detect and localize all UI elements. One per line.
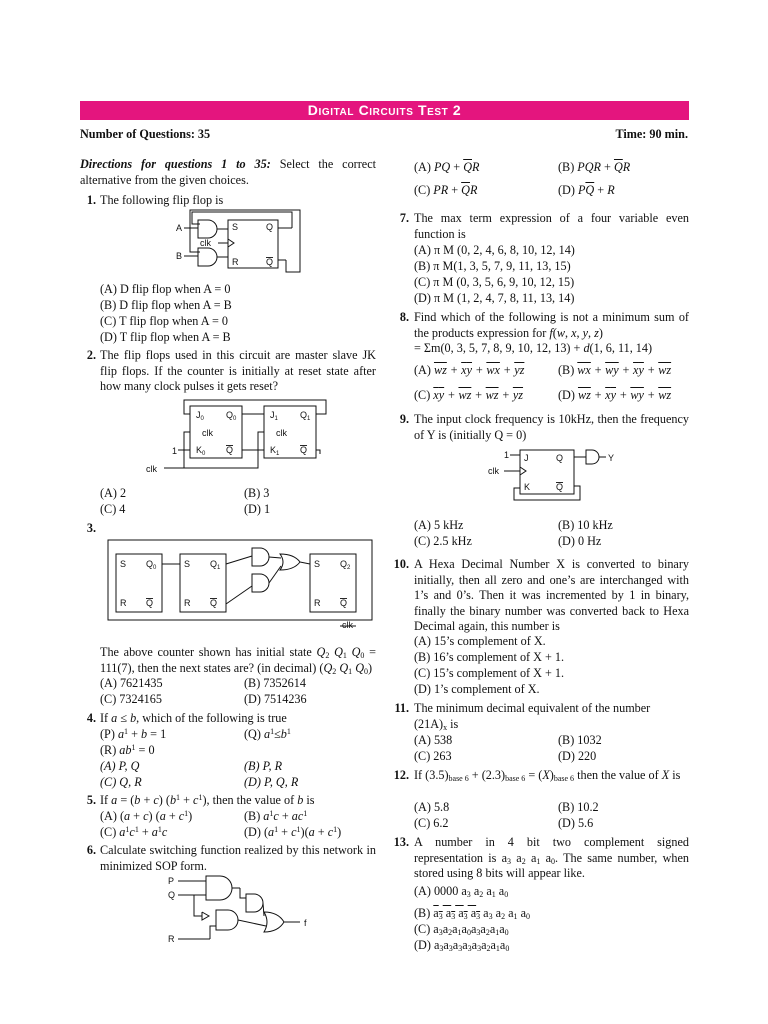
svg-text:S: S	[184, 559, 191, 569]
q8-option-b: (B) $\overline{wx} + \overline{wy} + \overline{x}\overline{y} + \overline{wz}$	[558, 363, 672, 377]
svg-text:Y: Y	[608, 453, 615, 463]
q2-option-d: (D) 1	[244, 502, 271, 516]
q5-option-d: (D) $(a^1 + c^1)(a + c^1)$	[244, 825, 342, 839]
q5-option-a: (A) (a + c) $(a + c^1)$	[100, 809, 193, 823]
svg-text:S: S	[314, 559, 321, 569]
svg-text:clk: clk	[342, 620, 353, 630]
q1-number: 1.	[86, 193, 96, 207]
q7-option-d: (D) π M (1, 2, 4, 7, 8, 11, 13, 14)	[414, 291, 575, 305]
q12-text: If $(3.5)_{base 6} + (2.3)_{base 6} = (X)_{base 6}$ then the value of X is	[414, 768, 681, 783]
q11-number: 11.	[394, 701, 409, 715]
q2-option-b: (B) 3	[244, 486, 270, 500]
q3-option-c: (C) 7324165	[100, 692, 162, 706]
q5-text: If a = (b + c) $(b^1 + c^1)$, then the value of b is	[100, 793, 315, 807]
q5b-option-b: (B) PQR + $\overline{Q}R$	[558, 160, 631, 174]
svg-text:J: J	[524, 453, 529, 463]
svg-text:R: R	[314, 598, 321, 608]
directions-label: Directions for questions 1 to 35:	[80, 157, 271, 171]
q3-option-b: (B) 7352614	[244, 676, 306, 690]
q4-stmt-p: (P) $a^1 + b = 1$	[100, 727, 167, 741]
svg-text:A: A	[176, 223, 183, 233]
q6-number: 6.	[86, 843, 96, 857]
svg-text:J1: $J_1$	[270, 410, 278, 422]
q2-option-c: (C) 4	[100, 502, 126, 516]
q4-text: If a ≤ b, which of the following is true	[100, 711, 287, 725]
q10-option-c: (C) 15’s complement of X + 1.	[414, 666, 565, 680]
svg-text:Q0: $Q_0$	[146, 559, 157, 571]
q9-circuit-diagram	[484, 446, 654, 508]
svg-text:Q: Q	[556, 453, 564, 463]
svg-text:B: B	[176, 251, 183, 261]
svg-text:clk: clk	[488, 466, 499, 476]
q3-circuit-diagram	[104, 536, 376, 632]
q7-option-a: (A) π M (0, 2, 4, 6, 8, 10, 12, 14)	[414, 243, 575, 257]
q9-option-c: (C) 2.5 kHz	[414, 534, 472, 548]
q11-text-main: The minimum decimal equivalent of the number	[414, 701, 651, 715]
q7-option-b: (B) π M(1, 3, 5, 7, 9, 11, 13, 15)	[414, 259, 571, 273]
svg-text:Q: Q	[210, 598, 218, 608]
q4-option-b: (B) P, R	[244, 759, 283, 773]
svg-text:K0: $K_0$	[196, 445, 206, 457]
q5b-option-c: (C) PR + $\overline{Q}R$	[414, 183, 478, 197]
q3-number: 3.	[86, 521, 96, 535]
q4-option-d: (D) P, Q, R	[244, 775, 299, 789]
svg-text:Q0: $Q_0$	[226, 410, 237, 422]
q12-option-d: (D) 5.6	[558, 816, 594, 830]
q5-option-c: (C) $a^1c^1 + a^1c$	[100, 825, 168, 839]
q10-number: 10.	[393, 557, 409, 571]
q2-text: The flip flops used in this circuit are master slave JK flip flops. If the counter is initially at reset state after how many clock pulses it gets reset?	[100, 348, 376, 394]
svg-text:clk: clk	[202, 428, 213, 438]
q1-text: The following flip flop is	[100, 193, 224, 207]
svg-text:S: S	[232, 222, 239, 232]
q8-text: Find which of the following is not a minimum sum of the products expression for f(w, x, y, z) = Σm(0, 3, 5, 7, 8, 9, 10, 12, 13) + d(1, 6, 11, 14)	[414, 310, 689, 356]
svg-text:R: R	[168, 934, 175, 944]
q12-option-a: (A) 5.8	[414, 800, 450, 814]
q3-option-a: (A) 7621435	[100, 676, 163, 690]
q1-option-a: (A) D flip flop when A = 0	[100, 282, 231, 296]
svg-text:Q: Q	[146, 598, 154, 608]
q2-option-a: (A) 2	[100, 486, 127, 500]
q4-number: 4.	[86, 711, 96, 725]
q13-text-end: 8 bits will appear like.	[476, 866, 585, 881]
directions	[80, 157, 376, 188]
q13-option-a: (A) 0000 $a_3$ $a_2$ $a_1$ $a_0$	[414, 884, 509, 899]
q6-circuit-diagram	[160, 874, 320, 948]
q1-circuit-diagram	[170, 208, 310, 276]
q4-stmt-q: (Q) $a^1\le b^1$	[244, 727, 291, 741]
q10-option-d: (D) 1’s complement of X.	[414, 682, 540, 696]
svg-text:1: 1	[172, 446, 178, 456]
q11-text: The minimum decimal equivalent of the number $(21A)_x$ is	[414, 701, 651, 732]
q5b-option-d: (D) $P\overline{Q} + R$	[558, 183, 615, 197]
q2-circuit-diagram	[140, 398, 340, 478]
svg-text:Q1: $Q_1$	[300, 410, 311, 422]
svg-text:J0: $J_0$	[196, 410, 204, 422]
svg-text:Q: Q	[266, 257, 274, 267]
svg-text:clk: clk	[276, 428, 287, 438]
svg-text:Q1: $Q_1$	[210, 559, 221, 571]
q8-option-a: (A) $\overline{wz} + \overline{x}\overline{y} + \overline{w}\overline{x} + \overline{yz}$	[414, 363, 525, 377]
svg-text:Q: Q	[226, 445, 234, 455]
q11-option-d: (D) 220	[558, 749, 597, 763]
svg-text:Q: Q	[556, 482, 564, 492]
svg-text:Q: Q	[168, 890, 176, 900]
q7-option-c: (C) π M (0, 3, 5, 6, 9, 10, 12, 15)	[414, 275, 575, 289]
q4-stmt-r: (R) $ab^1 = 0$	[100, 743, 155, 757]
svg-text:Q: Q	[340, 598, 348, 608]
q3-text: The above counter shown has initial state $Q_2$ $Q_1$ $Q_0 = 111(7)$, then the next states are? (in decimal) ($Q_2$ $Q_1$ $Q_0$)	[100, 645, 377, 676]
q13-number: 13.	[393, 835, 409, 849]
svg-text:clk: clk	[146, 464, 157, 474]
q13-option-b: (B) $a_3$ $a_3$ $a_3$ $a_3$ $a_3$ $a_2$ $a_1$ $a_0$	[414, 906, 530, 921]
svg-text:K1: $K_1$	[270, 445, 280, 457]
q8-number: 8.	[399, 310, 409, 324]
q10-option-b: (B) 16’s complement of X + 1.	[414, 650, 565, 664]
svg-text:S: S	[120, 559, 127, 569]
svg-text:f: f	[304, 918, 307, 928]
svg-text:Q: Q	[266, 222, 274, 232]
q11-option-a: (A) 538	[414, 733, 453, 747]
svg-text:P: P	[168, 876, 175, 886]
q13-text: A number in 4 bit two complement signed representation is $a_3$ $a_2$ $a_1$ $a_0$. The same number, when stored using 8 bits will appear like.	[414, 835, 689, 881]
q9-text: The input clock frequency is 10kHz, then the frequency of Y is (initially Q = 0)	[414, 412, 689, 442]
q9-number: 9.	[399, 412, 409, 426]
time-limit: Time: 90 min.	[615, 127, 688, 141]
directions-text: Select the correct alternative from the given choices.	[80, 157, 377, 187]
svg-text:1: 1	[504, 450, 510, 460]
q10-option-a: (A) 15’s complement of X.	[414, 634, 546, 648]
q1-option-c: (C) T flip flop when A = 0	[100, 314, 228, 328]
svg-text:R: R	[232, 257, 239, 267]
q2-number: 2.	[86, 348, 96, 362]
svg-text:R: R	[120, 598, 127, 608]
q1-option-d: (D) T flip flop when A = B	[100, 330, 231, 344]
q4-option-c: (C) Q, R	[100, 775, 142, 789]
svg-text:Q: Q	[300, 445, 308, 455]
q12-option-c: (C) 6.2	[414, 816, 449, 830]
q8-option-d: (D) $\overline{wz} + \overline{x}\overline{y} + \overline{wy} + \overline{wz}$	[558, 388, 672, 402]
q12-option-b: (B) 10.2	[558, 800, 599, 814]
q11-option-c: (C) 263	[414, 749, 452, 763]
q6-text: Calculate switching function realized by this network in minimized SOP form.	[100, 843, 376, 873]
q9-option-d: (D) 0 Hz	[558, 534, 602, 548]
q12-number: 12.	[393, 768, 409, 782]
svg-text:R: R	[184, 598, 191, 608]
q1-option-b: (B) D flip flop when A = B	[100, 298, 232, 312]
q10-text: A Hexa Decimal Number X is converted to binary initially, then all zero and one’s are interchanged with 1’s and 0’s. Then it was incremented by 1 in binary, finally the binary number was converted back to Hexa Decimal again, this number is	[414, 557, 689, 634]
q9-option-b: (B) 10 kHz	[558, 518, 613, 532]
q7-number: 7.	[399, 211, 409, 225]
q9-option-a: (A) 5 kHz	[414, 518, 464, 532]
svg-text:Q2: $Q_2$	[340, 559, 351, 571]
q7-text: The max term expression of a four variable even function is	[414, 211, 689, 241]
q5b-option-a: (A) PQ + $\overline{Q}R$	[414, 160, 480, 174]
svg-text:clk: clk	[200, 238, 211, 248]
q5-option-b: (B) $a^1c + ac^1$	[244, 809, 308, 823]
q13-option-d: (D) $a_3a_3a_3a_3a_3a_2a_1a_0$	[414, 938, 510, 953]
q11-option-b: (B) 1032	[558, 733, 602, 747]
q13-option-c: (C) $a_3a_2a_1a_0a_3a_2a_1a_0$	[414, 922, 509, 937]
q8-option-c: (C) $\overline{x}\overline{y} + \overline{wz} + \overline{wz} + \overline{yz}$	[414, 388, 524, 402]
test-title-banner: Digital Circuits Test 2	[80, 101, 689, 120]
q4-option-a: (A) P, Q	[100, 759, 140, 773]
q3-option-d: (D) 7514236	[244, 692, 307, 706]
svg-text:K: K	[524, 482, 531, 492]
q5-number: 5.	[86, 793, 96, 807]
num-questions: Number of Questions: 35	[80, 127, 211, 141]
